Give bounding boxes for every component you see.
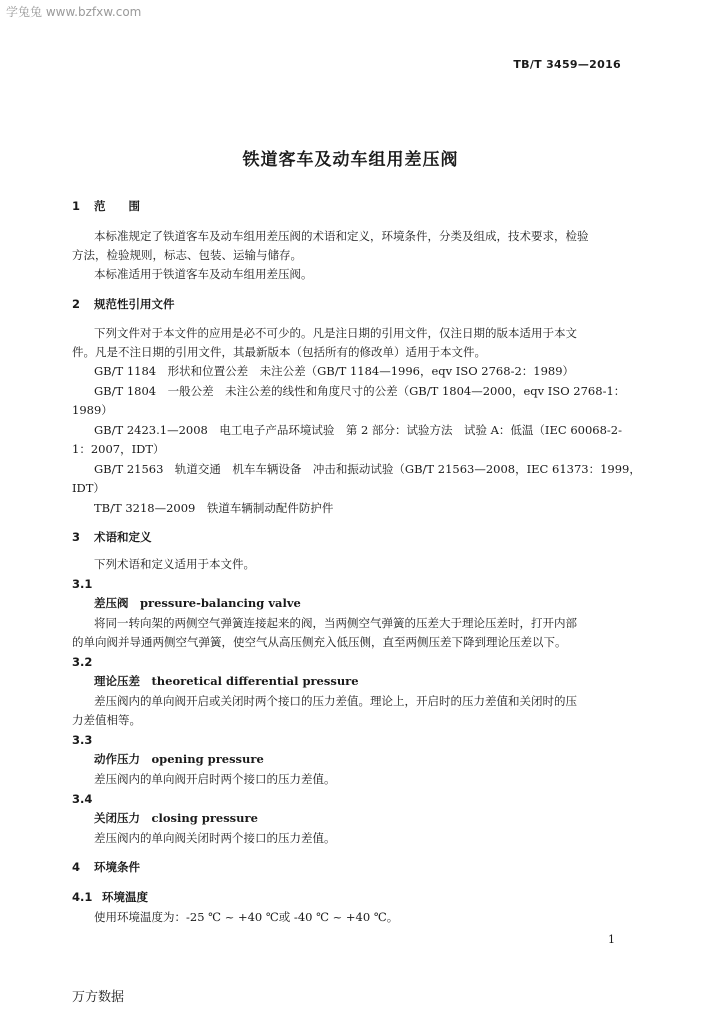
reference-item: GB/T 2423.1—2008 电工电子产品环境试验 第 2 部分：试验方法 试验 A：低温（IEC 60068-2- (94, 423, 622, 437)
term-title: 关闭压力 closing pressure (94, 811, 258, 825)
reference-item-cont: 1989） (72, 403, 113, 417)
standard-number: TB/T 3459—2016 (513, 58, 621, 71)
section-1-heading (72, 200, 140, 214)
term-number: 3.3 (72, 733, 93, 747)
document-title: 铁道客车及动车组用差压阀 (242, 150, 459, 170)
term-number: 3.1 (72, 577, 93, 591)
subsection-number: 4.1 (72, 890, 93, 904)
term-definition-cont: 的单向阀并导通两侧空气弹簧，使空气从高压侧充入低压侧，直至两侧压差下降到理论压差以下。 (72, 635, 567, 649)
paragraph: 本标准适用于铁道客车及动车组用差压阀。 (94, 267, 313, 281)
section-title: 范 围 (94, 199, 140, 213)
section-number: 3 (72, 530, 81, 544)
paragraph: 本标准规定了铁道客车及动车组用差压阀的术语和定义，环境条件，分类及组成，技术要求，检验 (94, 229, 589, 243)
reference-item-cont: IDT） (72, 481, 105, 495)
section-3-heading (72, 531, 152, 545)
section-title: 规范性引用文件 (94, 297, 175, 311)
footer-logo-text: 万方数据 (72, 990, 125, 1005)
term-title: 动作压力 opening pressure (94, 752, 264, 766)
section-number: 1 (72, 199, 81, 213)
paragraph: 件。凡是不注日期的引用文件，其最新版本（包括所有的修改单）适用于本文件。 (72, 345, 486, 359)
reference-item: GB/T 1804 一般公差 未注公差的线性和角度尺寸的公差（GB/T 1804—2000，eqv ISO 2768-1： (94, 384, 626, 398)
reference-item: GB/T 1184 形状和位置公差 未注公差（GB/T 1184—1996，eqv ISO 2768-2：1989） (94, 364, 575, 378)
term-title: 理论压差 theoretical differential pressure (94, 674, 359, 688)
page-number: 1 (608, 933, 615, 946)
reference-item: TB/T 3218—2009 铁道车辆制动配件防护件 (94, 501, 334, 515)
subsection-title: 环境温度 (102, 890, 148, 904)
term-definition: 差压阀内的单向阀开启或关闭时两个接口的压力差值。理论上，开启时的压力差值和关闭时的压 (94, 694, 577, 708)
term-definition: 将同一转向架的两侧空气弹簧连接起来的阀，当两侧空气弹簧的压差大于理论压差时，打开内部 (94, 616, 577, 630)
section-4-heading (72, 861, 140, 875)
paragraph: 使用环境温度为：-25 ℃ ~ +40 ℃或 -40 ℃ ~ +40 ℃。 (94, 910, 399, 924)
subsection-4-1-heading (72, 891, 148, 905)
paragraph: 方法，检验规则，标志、包装、运输与储存。 (72, 248, 302, 262)
reference-item: GB/T 21563 轨道交通 机车车辆设备 冲击和振动试验（GB/T 21563—2008，IEC 61373：1999， (94, 462, 641, 476)
section-title: 术语和定义 (94, 530, 152, 544)
watermark: 学兔兔 www.bzfxw.com (6, 5, 142, 19)
term-number: 3.4 (72, 792, 93, 806)
term-title: 差压阀 pressure-balancing valve (94, 596, 301, 610)
term-definition: 差压阀内的单向阀关闭时两个接口的压力差值。 (94, 831, 336, 845)
reference-item-cont: 1：2007，IDT） (72, 442, 165, 456)
paragraph: 下列文件对于本文件的应用是必不可少的。凡是注日期的引用文件，仅注日期的版本适用于本文 (94, 326, 577, 340)
section-number: 4 (72, 860, 81, 874)
paragraph: 下列术语和定义适用于本文件。 (94, 557, 255, 571)
section-number: 2 (72, 297, 81, 311)
section-title: 环境条件 (94, 860, 140, 874)
term-definition-cont: 力差值相等。 (72, 713, 141, 727)
section-2-heading (72, 298, 175, 312)
term-number: 3.2 (72, 655, 93, 669)
term-definition: 差压阀内的单向阀开启时两个接口的压力差值。 (94, 772, 336, 786)
